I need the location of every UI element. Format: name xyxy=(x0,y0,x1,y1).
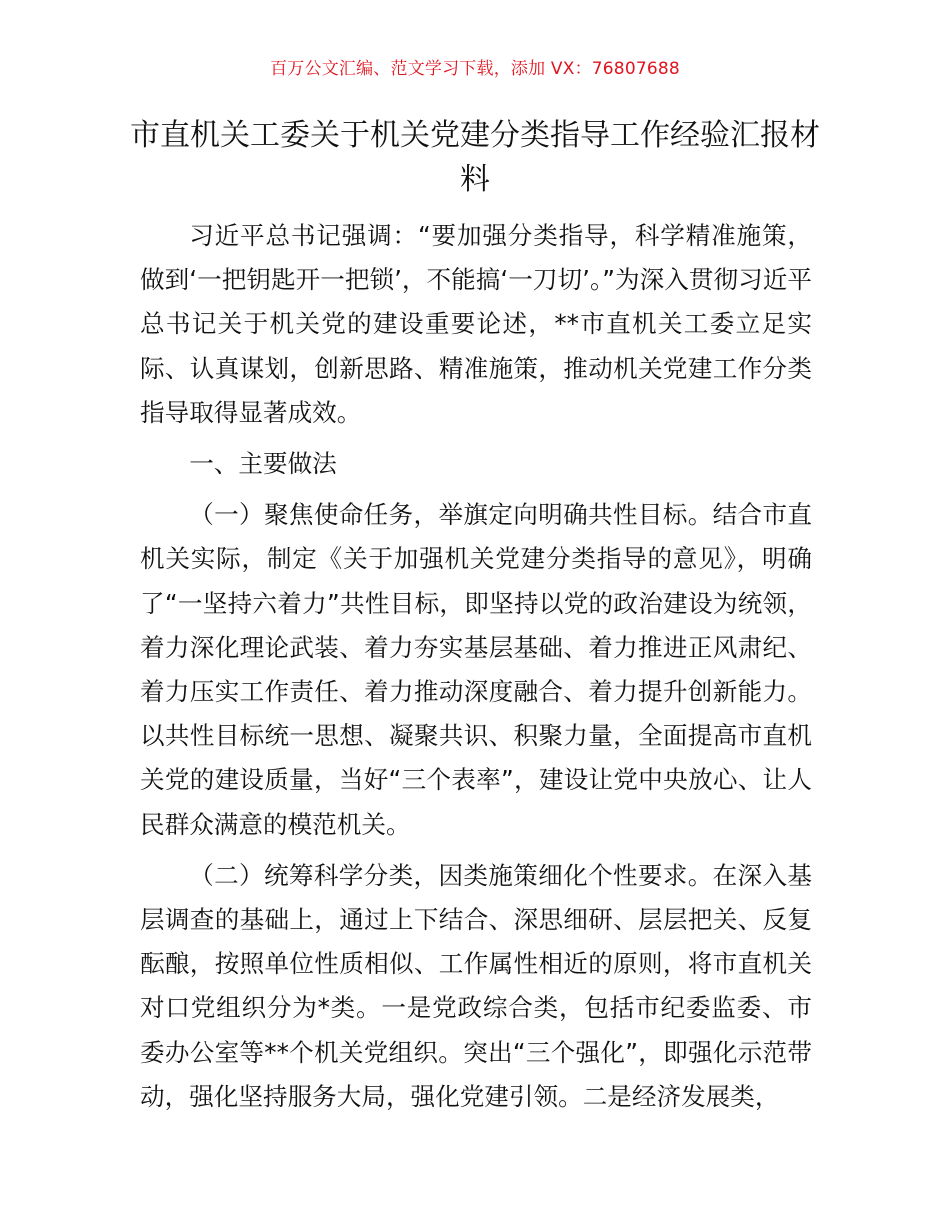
document-body xyxy=(140,214,812,1119)
document-title: 市直机关工委关于机关党建分类指导工作经验汇报材料 xyxy=(130,118,820,197)
watermark-banner: 百万公文汇编、范文学习下载，添加 VX：76807688 xyxy=(270,59,680,79)
paragraph-common-goals: （一）聚焦使命任务，举旗定向明确共性目标。结合市直机关实际，制定《关于加强机关党建分类指导的意见》，明确了“一坚持六着力”共性目标，即坚持以党的政治建设为统领，着力深化理论武装、着力夯实基层基础、着力推进正风肃纪、着力压实工作责任、着力推动深度融合、着力提升创新能力。以共性目标统一思想、凝聚共识、积聚力量，全面提高市直机关党的建设质量，当好“三个表率”，建设让党中央放心、让人民群众满意的模范机关。 xyxy=(140,500,812,839)
intro-paragraph: 习近平总书记强调：“要加强分类指导，科学精准施策，做到‘一把钥匙开一把锁’，不能搞‘一刀切’。”为深入贯彻习近平总书记关于机关党的建设重要论述，**市直机关工委立足实际、认真谋划，创新思路、精准施策，推动机关党建工作分类指导取得显著成效。 xyxy=(140,221,812,427)
section-heading-main-practices: 一、主要做法 xyxy=(189,449,337,479)
paragraph-classification: （二）统筹科学分类，因类施策细化个性要求。在深入基层调查的基础上，通过上下结合、深思细研、层层把关、反复酝酿，按照单位性质相似、工作属性相近的原则，将市直机关对口党组织分为*类。一是党政综合类，包括市纪委监委、市委办公室等**个机关党组织。突出“三个强化”，即强化示范带动，强化坚持服务大局，强化党建引领。二是经济发展类， xyxy=(140,860,812,1111)
